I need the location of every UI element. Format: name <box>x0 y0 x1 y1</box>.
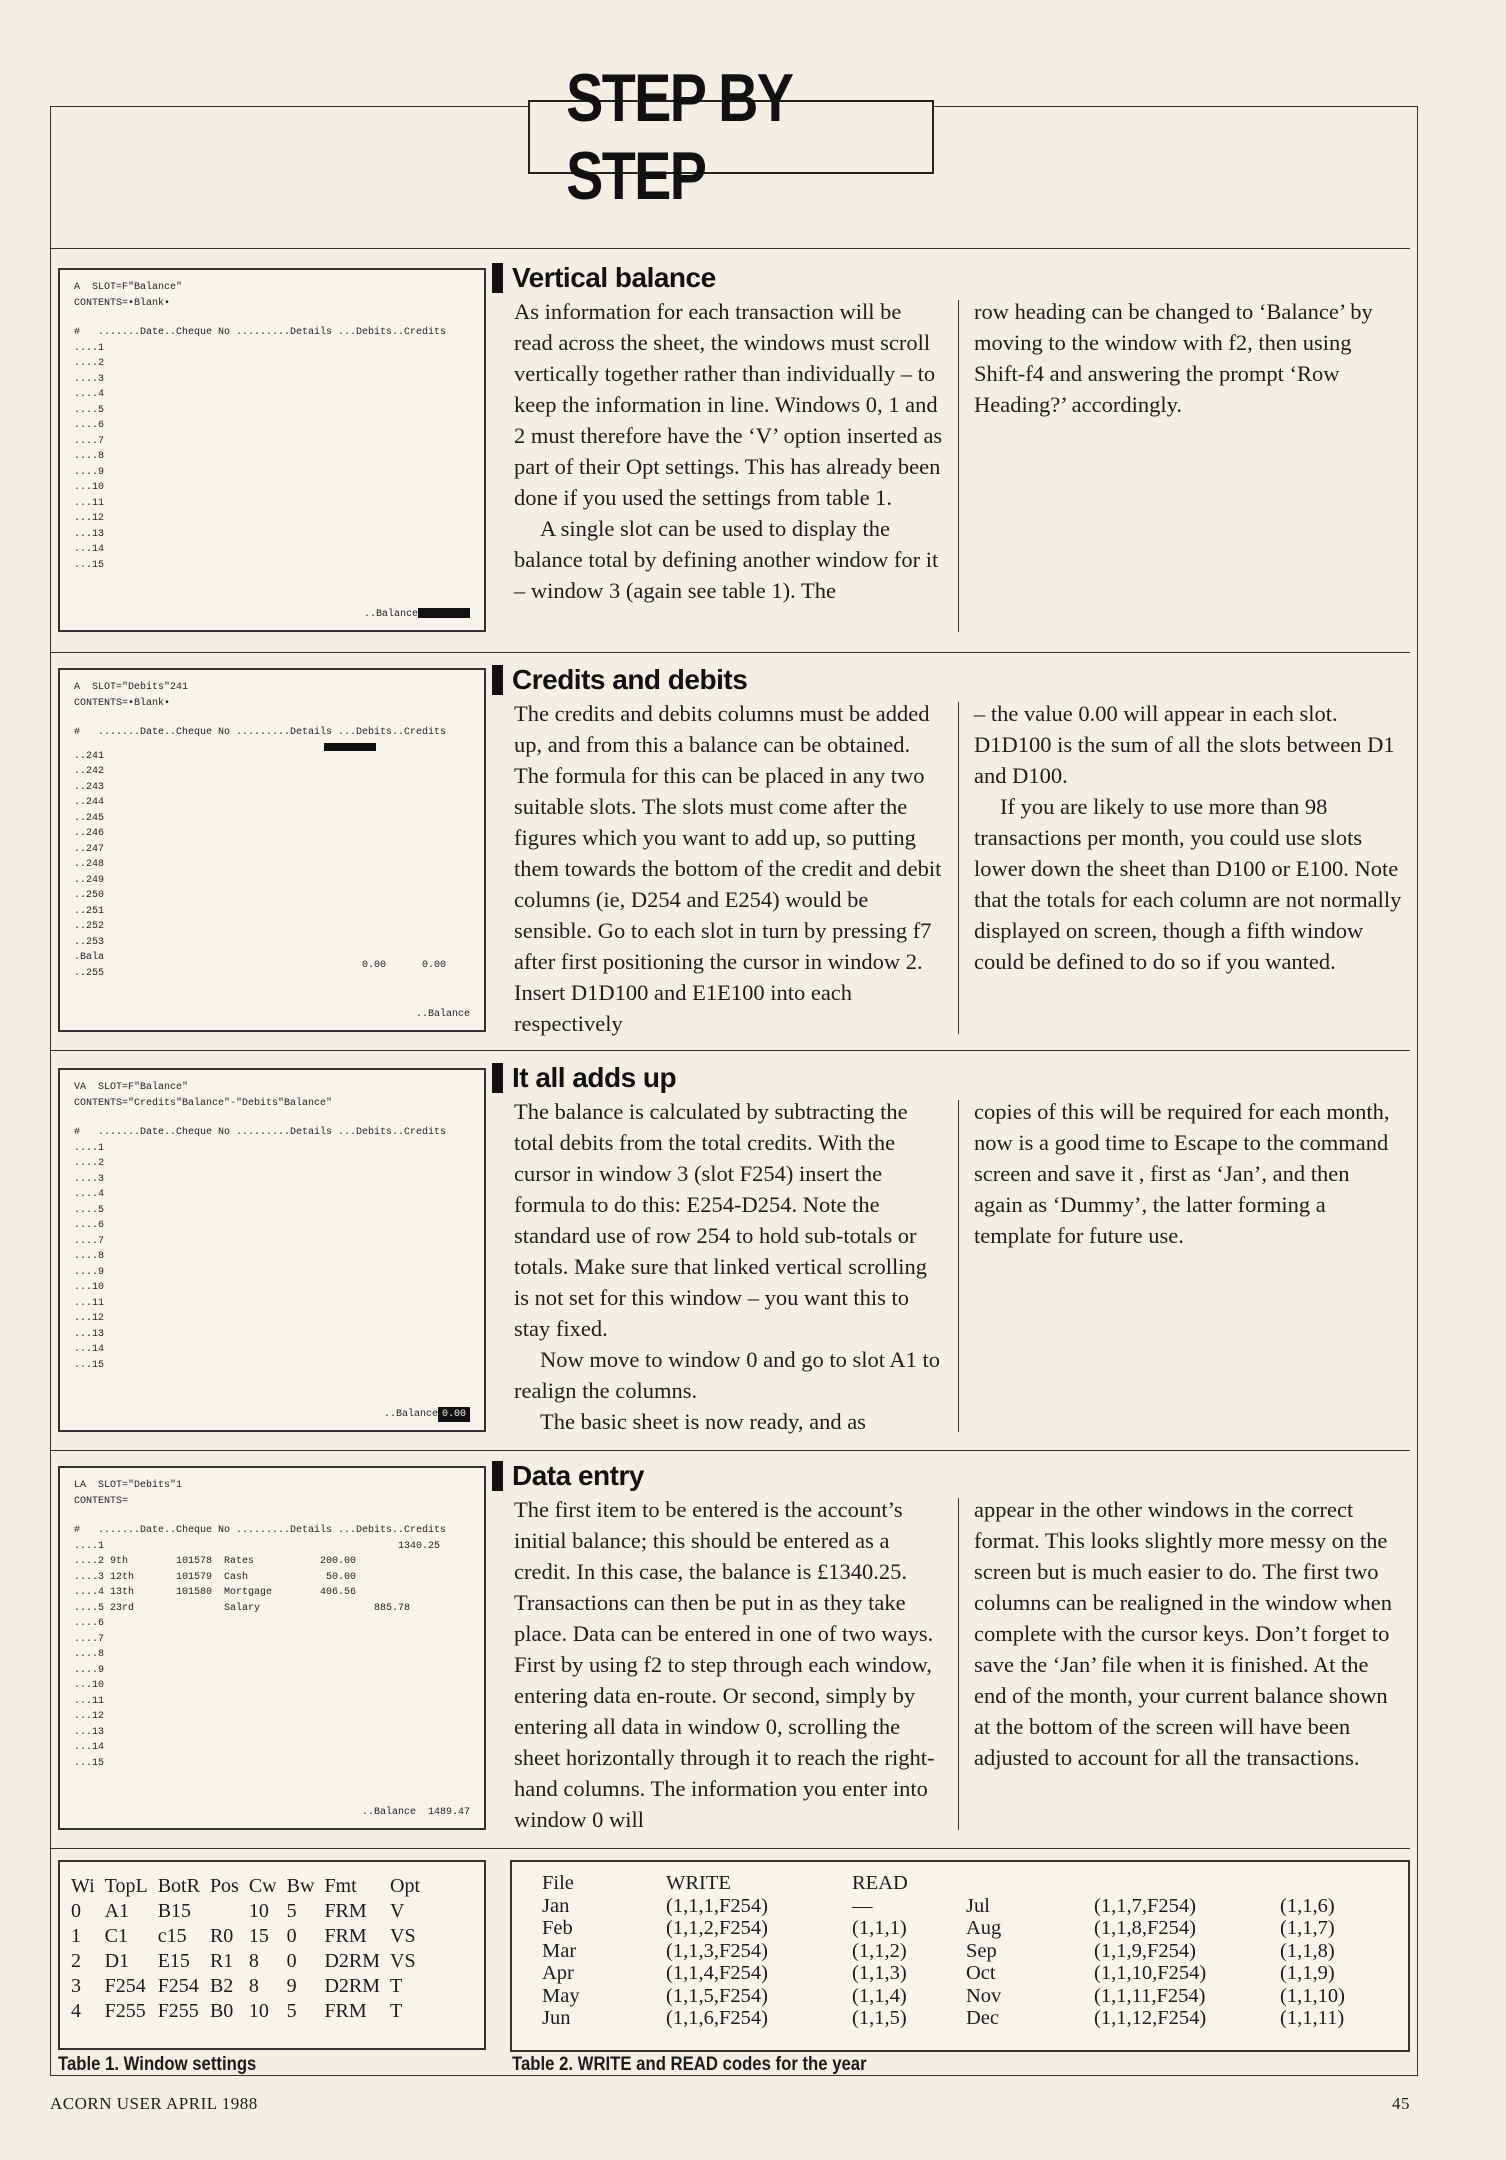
table-cell: 0 <box>71 1900 81 1922</box>
screen-row: ....6 <box>74 420 105 431</box>
table-cell: (1,1,7) <box>1280 1917 1335 1939</box>
table-cell: (1,1,5) <box>852 2007 907 2029</box>
body-column <box>974 296 1402 420</box>
screen-row: ...13 <box>74 528 105 540</box>
table-cell: T <box>390 1975 403 1997</box>
screen-row: ..250 <box>74 890 105 901</box>
screen-row: ....1 1340.25 <box>74 1540 441 1552</box>
paragraph: Now move to window 0 and go to slot A1 to realign the columns. <box>514 1347 940 1403</box>
screen-credits-debits <box>58 668 486 1032</box>
screen-row: ....7 <box>74 435 105 447</box>
table-cell: 2 <box>71 1950 81 1972</box>
screen-row: ..245 <box>74 812 105 824</box>
table-row <box>542 1940 1390 1963</box>
screen-header: # .......Date..Cheque No .........Details ...Debits..Credits <box>74 327 447 338</box>
table-cell: F255 <box>104 2000 146 2022</box>
screen-vertical-balance <box>58 268 486 632</box>
table-row <box>542 1985 1390 2008</box>
table-cell: R1 <box>209 1950 234 1972</box>
table-cell <box>205 1899 244 1924</box>
screen-it-all-adds-up <box>58 1068 486 1432</box>
table-cell: B15 <box>157 1900 192 1922</box>
table-row <box>542 1917 1390 1940</box>
table-cell: (1,1,6,F254) <box>666 2007 768 2029</box>
table-header-cell: Pos <box>209 1875 239 1897</box>
screen-balance-row: ..Balance <box>364 607 470 623</box>
table-cell: A1 <box>104 1900 130 1922</box>
table-cell: May <box>542 1984 580 2007</box>
screen-line: CONTENTS=•Blank• <box>74 297 171 309</box>
screen-row: ....9 <box>74 1266 105 1278</box>
section-heading: It all adds up <box>492 1062 676 1094</box>
screen-row: ....8 <box>74 451 105 462</box>
table-cell: Oct <box>966 1962 996 1984</box>
screen-line: CONTENTS= <box>74 1495 129 1507</box>
screen-balance-row: ..Balance 1489.47 <box>361 1806 470 1818</box>
screen-row: ....3 <box>74 373 105 385</box>
body-column <box>974 1096 1402 1251</box>
body-column <box>514 698 944 1039</box>
screen-row: ....8 <box>74 1649 105 1660</box>
table-cell: (1,1,3,F254) <box>666 1939 768 1962</box>
table-caption: Table 2. WRITE and READ codes for the year <box>512 2054 867 2075</box>
table-cell: (1,1,4) <box>852 1984 907 2007</box>
table-cell: Sep <box>966 1939 997 1962</box>
screen-row: ...12 <box>74 1313 105 1324</box>
cursor-bar <box>324 743 376 751</box>
paragraph: The balance is calculated by subtracting the total debits from the total credits. With the cursor in window 3 (slot F254) insert the formula to do this: E254-D254. Note the standard use of row 254 to hold sub-totals or totals. Make sure that linked vertical scrolling is not set for this window – you want this to stay fixed. <box>514 1099 928 1341</box>
table-cell: c15 <box>157 1925 187 1947</box>
table-cell: 15 <box>248 1925 269 1947</box>
table-cell: 10 <box>248 2000 269 2022</box>
table-cell: (1,1,1) <box>852 1917 907 1939</box>
screen-row: ...13 <box>74 1328 105 1340</box>
bala-values: 0.00 0.00 <box>362 960 447 971</box>
table-cell: 5 <box>286 1900 297 1922</box>
cursor-bar <box>418 608 470 618</box>
table-cell: 0 <box>286 1925 297 1947</box>
table-cell: (1,1,8) <box>1280 1939 1335 1962</box>
screen-row: ..242 <box>74 766 105 777</box>
screen-line: VA SLOT=F"Balance" <box>74 1082 189 1093</box>
column-divider <box>958 1498 959 1830</box>
table-cell: (1,1,3) <box>852 1962 907 1984</box>
table-header-cell: READ <box>852 1872 908 1894</box>
screen-row: ....1 <box>74 342 105 354</box>
column-divider <box>958 702 959 1034</box>
screen-row: ...15 <box>74 559 105 571</box>
table-cell: B0 <box>209 2000 234 2022</box>
screen-row: ....4 <box>74 1189 105 1200</box>
table-cell: Nov <box>966 1984 1002 2007</box>
balance-highlight: 0.00 <box>438 1407 470 1423</box>
screen-line: LA SLOT="Debits"1 <box>74 1480 183 1491</box>
table-cell: (1,1,6) <box>1280 1894 1335 1917</box>
table-header-cell: Cw <box>248 1875 277 1897</box>
screen-row: ...14 <box>74 544 105 555</box>
screen-row: .Bala <box>74 952 105 963</box>
table-row <box>542 1962 1390 1985</box>
screen-row: ...11 <box>74 1695 105 1707</box>
codes-table <box>542 1872 1390 2030</box>
screen-row: ..255 <box>74 967 105 979</box>
divider <box>50 652 1410 653</box>
screen-rows <box>74 341 470 574</box>
paragraph: copies of this will be required for each month, now is a good time to Escape to the command screen and save it , first as ‘Jan’, and then again as ‘Dummy’, the latter forming a template for future use. <box>974 1099 1390 1248</box>
screen-rows <box>74 1141 470 1374</box>
paragraph: The first item to be entered is the account’s initial balance; this should be entered as a credit. In this case, the balance is £1340.25. Transactions can then be put in as they take place. Data can be entered in one of two ways. First by using f2 to step through each window, entering data en-route. Or second, simply by entering all data in window 0, scrolling the sheet horizontally through it to reach the right-hand columns. The information you enter into window 0 will <box>514 1497 935 1832</box>
table-cell: (1,1,4,F254) <box>666 1962 768 1984</box>
screen-row: ....8 <box>74 1251 105 1262</box>
table-row <box>66 1924 425 1949</box>
table-cell: 8 <box>248 1950 259 1972</box>
section-heading: Data entry <box>492 1460 644 1492</box>
table-cell: Apr <box>542 1962 574 1984</box>
table-cell: Jan <box>542 1894 570 1917</box>
table-cell: Feb <box>542 1917 573 1939</box>
screen-balance-row: ..Balance <box>415 1008 470 1020</box>
divider <box>50 248 1410 249</box>
table-body <box>542 1895 1390 2030</box>
paragraph: If you are likely to use more than 98 transactions per month, you could use slots lower down the sheet than D100 or E100. Note that the totals for each column are not normally displayed on screen, though a fifth window could be defined to do so if you wanted. <box>974 794 1402 974</box>
table-header-row <box>542 1872 1390 1895</box>
body-column <box>514 1494 944 1835</box>
table-cell: T <box>390 2000 403 2022</box>
table-cell: (1,1,9,F254) <box>1094 1939 1196 1962</box>
screen-row: ...11 <box>74 497 105 509</box>
table-header-cell: Bw <box>286 1875 315 1897</box>
table-header-cell: BotR <box>157 1875 200 1897</box>
screen-data-entry <box>58 1466 486 1830</box>
table-cell: (1,1,11,F254) <box>1094 1984 1206 2007</box>
section-heading: Vertical balance <box>492 262 716 294</box>
paragraph: As information for each transaction will be read across the sheet, the windows must scroll vertically together rather than individually – to keep the information in line. Windows 0, 1 and 2 must therefore have the ‘V’ option inserted as part of their Opt settings. This has already been done if you used the settings from table 1. <box>514 299 943 510</box>
table-cell: Jun <box>542 2007 571 2029</box>
table-header-cell: File <box>542 1872 574 1894</box>
table-cell: (1,1,10) <box>1280 1984 1345 2007</box>
table-cell: B2 <box>209 1975 234 1997</box>
divider <box>50 1848 1410 1849</box>
screen-row: ..251 <box>74 905 105 917</box>
table-row <box>66 1899 425 1924</box>
screen-row: ..248 <box>74 859 105 870</box>
screen-row: ...11 <box>74 1297 105 1309</box>
table-row <box>66 1999 425 2024</box>
screen-row: ....7 <box>74 1235 105 1247</box>
paragraph: – the value 0.00 will appear in each slot. D1D100 is the sum of all the slots between D1 and D100. <box>974 701 1395 788</box>
paragraph: The basic sheet is now ready, and as <box>540 1409 866 1434</box>
screen-row: ....1 <box>74 1142 105 1154</box>
screen-row: ....4 <box>74 389 105 400</box>
screen-line: A SLOT=F"Balance" <box>74 282 183 293</box>
body-column <box>514 1096 944 1437</box>
screen-row: ....3 <box>74 1173 105 1185</box>
table-cell: V <box>390 1900 405 1922</box>
divider <box>50 1450 1410 1451</box>
screen-row: ....6 <box>74 1618 105 1629</box>
table-cell: F254 <box>104 1975 146 1997</box>
screen-row: ....6 <box>74 1220 105 1231</box>
table-header-cell: WRITE <box>666 1872 731 1894</box>
table-cell: — <box>852 1894 873 1917</box>
bullet-square <box>492 665 503 695</box>
table-cell: FRM <box>324 1900 367 1922</box>
screen-row: ...14 <box>74 1742 105 1753</box>
table-header-cell: Wi <box>71 1875 95 1897</box>
screen-header: # .......Date..Cheque No .........Details ...Debits..Credits <box>74 727 447 738</box>
table-cell: 10 <box>248 1900 269 1922</box>
paragraph: A single slot can be used to display the balance total by defining another window for it – window 3 (again see table 1). The <box>514 516 939 603</box>
table-header-cell: Opt <box>390 1875 421 1897</box>
table-cell: (1,1,1,F254) <box>666 1894 768 1917</box>
screen-balance-row: ..Balance 0.00 <box>384 1407 470 1423</box>
paragraph: The credits and debits columns must be added up, and from this a balance can be obtained. The formula for this can be placed in any two suitable slots. The slots must come after the figures which you want to add up, so putting them towards the bottom of the credit and debit columns (ie, D254 and E254) would be sensible. Go to each slot in turn by pressing f7 after first positioning the cursor in window 2. Insert D1D100 and E1E100 into each respectively <box>514 701 942 1036</box>
screen-row: ....5 23rd Salary 885.78 <box>74 1602 411 1614</box>
table-cell: Jul <box>966 1894 990 1917</box>
table-cell: 5 <box>286 2000 297 2022</box>
screen-header: # .......Date..Cheque No .........Details ...Debits..Credits <box>74 1127 447 1138</box>
table-cell: D2RM <box>324 1950 381 1972</box>
table-cell: Dec <box>966 2007 1000 2029</box>
paragraph: appear in the other windows in the correct format. This looks slightly more messy on the screen but is much easier to do. The first two columns can be realigned in the window when complete with the cursor keys. Don’t forget to save the ‘Jan’ file when it is finished. At the end of the month, your current balance shown at the bottom of the screen will have been adjusted to account for all the transactions. <box>974 1497 1393 1770</box>
table-cell: (1,1,12,F254) <box>1094 2007 1207 2029</box>
table-cell: (1,1,8,F254) <box>1094 1917 1196 1939</box>
table-header-row <box>66 1874 425 1899</box>
screen-row: ....2 <box>74 1158 105 1169</box>
screen-row: ..247 <box>74 843 105 855</box>
column-divider <box>958 1100 959 1432</box>
column-divider <box>958 300 959 632</box>
table-cell: 1 <box>71 1925 81 1947</box>
table-cell: FRM <box>324 1925 367 1947</box>
screen-rows <box>74 1539 470 1772</box>
screen-row: ...10 <box>74 1282 105 1293</box>
table-window-settings <box>58 1860 486 2050</box>
table-cell: 3 <box>71 1975 81 1997</box>
screen-row: ....3 12th 101579 Cash 50.00 <box>74 1571 357 1583</box>
table-cell: Mar <box>542 1939 577 1962</box>
table-cell: (1,1,11) <box>1280 2007 1345 2029</box>
table-cell: D2RM <box>324 1975 381 1997</box>
table-header-cell: Fmt <box>324 1875 357 1897</box>
table-row <box>66 1974 425 1999</box>
screen-rows <box>74 749 470 982</box>
table-cell: F254 <box>157 1975 199 1997</box>
screen-row: ...15 <box>74 1359 105 1371</box>
screen-row: ..244 <box>74 797 105 808</box>
screen-row: ....9 <box>74 466 105 478</box>
screen-line: CONTENTS=•Blank• <box>74 697 171 709</box>
table-cell: C1 <box>104 1925 128 1947</box>
table-cell: 8 <box>248 1975 259 1997</box>
table-cell: (1,1,7,F254) <box>1094 1894 1196 1917</box>
screen-line: A SLOT="Debits"241 <box>74 682 189 693</box>
table-cell: (1,1,9) <box>1280 1962 1335 1984</box>
screen-row: ....2 9th 101578 Rates 200.00 <box>74 1556 357 1567</box>
screen-header: # .......Date..Cheque No .........Details ...Debits..Credits <box>74 1525 447 1536</box>
table-cell: 4 <box>71 2000 81 2022</box>
screen-row: ...12 <box>74 1711 105 1722</box>
table-cell: F255 <box>157 2000 199 2022</box>
screen-row: ...15 <box>74 1757 105 1769</box>
screen-row: ....4 13th 101580 Mortgage 406.56 <box>74 1587 357 1598</box>
screen-row: ..249 <box>74 874 105 886</box>
table-body <box>66 1899 425 2024</box>
screen-row: ..246 <box>74 828 105 839</box>
page-title: STEP BY STEP <box>566 60 792 214</box>
table-cell: E15 <box>157 1950 190 1972</box>
screen-row: ....2 <box>74 358 105 369</box>
footer-publication: ACORN USER APRIL 1988 <box>50 2094 258 2113</box>
table-cell: FRM <box>324 2000 367 2022</box>
table-header-cell: TopL <box>104 1875 148 1897</box>
screen-row: ....9 <box>74 1664 105 1676</box>
paragraph: row heading can be changed to ‘Balance’ by moving to the window with f2, then using Shift-f4 and answering the prompt ‘Row Heading?’ accordingly. <box>974 299 1373 417</box>
body-column <box>514 296 944 606</box>
bullet-square <box>492 1063 503 1093</box>
bullet-square <box>492 263 503 293</box>
screen-row: ....5 <box>74 404 105 416</box>
settings-table <box>66 1874 425 2024</box>
divider <box>50 1050 1410 1051</box>
table-row <box>542 2007 1390 2030</box>
screen-row: ....7 <box>74 1633 105 1645</box>
screen-row: ...13 <box>74 1726 105 1738</box>
table-row <box>542 1895 1390 1918</box>
table-cell: D1 <box>104 1950 130 1972</box>
body-column <box>974 1494 1404 1773</box>
screen-row: ...12 <box>74 513 105 524</box>
screen-row: ....5 <box>74 1204 105 1216</box>
screen-row: ..252 <box>74 921 105 932</box>
table-cell: (1,1,5,F254) <box>666 1984 768 2007</box>
table-cell: VS <box>390 1925 416 1947</box>
screen-row: ..253 <box>74 936 105 948</box>
table-cell: VS <box>390 1950 416 1972</box>
table-cell: (1,1,2,F254) <box>666 1917 768 1939</box>
table-cell: (1,1,2) <box>852 1939 907 1962</box>
screen-row: ..241 <box>74 750 105 762</box>
table-cell: (1,1,10,F254) <box>1094 1962 1207 1984</box>
screen-row: ...14 <box>74 1344 105 1355</box>
table-write-read-codes <box>510 1860 1410 2052</box>
page-title-box <box>528 60 934 214</box>
section-heading: Credits and debits <box>492 664 747 696</box>
table-cell: 9 <box>286 1975 297 1997</box>
table-row <box>66 1949 425 1974</box>
screen-row: ...10 <box>74 482 105 493</box>
table-cell: R0 <box>209 1925 234 1947</box>
footer-page-number: 45 <box>1392 2094 1410 2113</box>
screen-row: ...10 <box>74 1680 105 1691</box>
table-cell: Aug <box>966 1917 1002 1939</box>
bullet-square <box>492 1461 503 1491</box>
body-column <box>974 698 1402 977</box>
screen-row: ..243 <box>74 781 105 793</box>
table-caption: Table 1. Window settings <box>58 2054 257 2075</box>
table-cell: 0 <box>286 1950 297 1972</box>
screen-line: CONTENTS="Credits"Balance"-"Debits"Balance" <box>74 1097 333 1109</box>
